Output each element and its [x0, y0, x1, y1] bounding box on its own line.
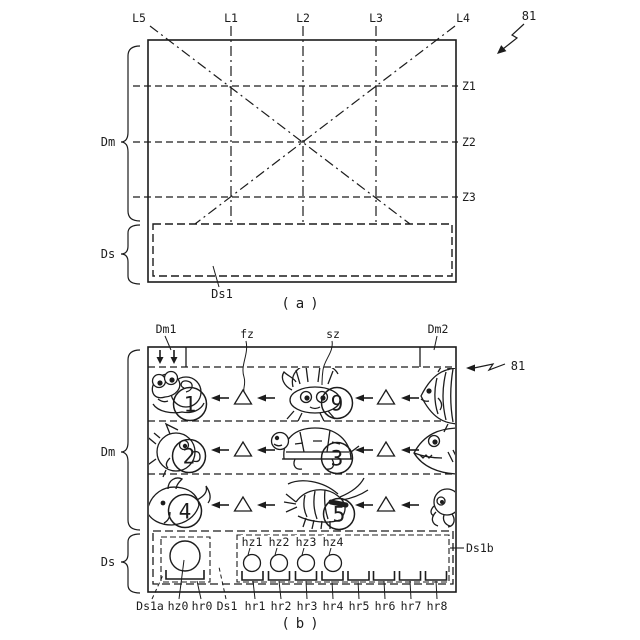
label-l3: L3	[369, 11, 383, 25]
shark-icon	[414, 424, 460, 474]
dm1-leader	[165, 336, 171, 350]
label-hz2: hz2	[268, 535, 290, 549]
label-hr8: hr8	[426, 599, 448, 613]
label-hz1: hz1	[241, 535, 263, 549]
label-ds1-a: Ds1	[211, 287, 233, 301]
top-leaders	[165, 336, 437, 391]
angelfish-icon	[421, 362, 460, 424]
label-hr0: hr0	[191, 599, 213, 613]
label-hr6: hr6	[374, 599, 396, 613]
label-ds1b: Ds1b	[466, 541, 494, 555]
label-hr5: hr5	[348, 599, 370, 613]
label-dm2: Dm2	[427, 322, 449, 336]
label-ds1-b: Ds1	[216, 599, 238, 613]
diagonal-line-l5	[150, 26, 410, 224]
header-down-arrows	[157, 350, 178, 364]
sub-display-ds1-a	[153, 224, 452, 276]
caption-a: (a)	[281, 296, 325, 312]
hz-label-leaders	[248, 548, 331, 555]
figure-b	[101, 322, 525, 632]
dm-brace-b	[121, 350, 140, 530]
hz-labels	[242, 535, 344, 549]
dm-brace-a	[121, 46, 140, 221]
label-z2: Z2	[462, 135, 476, 149]
label-l4: L4	[456, 11, 470, 25]
number-row3-mid: 5	[332, 502, 346, 527]
label-hr7: hr7	[400, 599, 422, 613]
ds-brace-b	[121, 534, 140, 593]
label-hr1: hr1	[244, 599, 266, 613]
number-row3-left: 4	[178, 499, 192, 524]
number-row2-mid: 3	[330, 446, 344, 471]
figure-a	[101, 9, 536, 312]
number-row1-mid: 9	[330, 391, 344, 416]
label-l2: L2	[296, 11, 310, 25]
label-sz: sz	[326, 327, 340, 341]
ref-81-b: 81	[510, 359, 526, 373]
label-hz3: hz3	[295, 535, 317, 549]
diagonal-line-l4	[195, 26, 455, 224]
dm2-leader	[434, 336, 437, 350]
ref-81-arrow-a	[494, 24, 524, 57]
box-ds1a	[161, 537, 210, 582]
hz0-circle	[170, 541, 200, 571]
caption-b: (b)	[281, 616, 325, 632]
label-hr2: hr2	[270, 599, 292, 613]
label-l5: L5	[132, 11, 146, 25]
bottom-labels	[136, 599, 447, 613]
label-hr3: hr3	[296, 599, 318, 613]
number-row2-left: 2	[182, 444, 196, 469]
label-dm-a: Dm	[100, 135, 116, 149]
ref-81-arrow-b	[466, 364, 505, 372]
octopus-icon	[431, 489, 462, 527]
hr-brackets	[242, 571, 447, 580]
label-l1: L1	[224, 11, 238, 25]
label-ds1a: Ds1a	[136, 599, 164, 613]
display-outline-a	[148, 40, 456, 282]
fz-leader	[243, 341, 247, 391]
ds-brace-a	[121, 225, 140, 284]
label-dm-b: Dm	[100, 445, 116, 459]
label-fz: fz	[240, 327, 254, 341]
label-ds-b: Ds	[100, 555, 116, 569]
ref-81-a: 81	[521, 9, 537, 23]
label-z3: Z3	[462, 190, 476, 204]
turtle-icon	[272, 428, 360, 469]
zone-lines	[133, 86, 458, 197]
label-dm1: Dm1	[155, 322, 177, 336]
label-hz4: hz4	[322, 535, 344, 549]
label-z1: Z1	[462, 79, 476, 93]
label-hz0: hz0	[167, 599, 189, 613]
label-ds-a: Ds	[100, 247, 116, 261]
arrowhead	[494, 45, 506, 57]
hz-circles	[244, 555, 342, 572]
reel-lines	[150, 26, 455, 224]
number-row1-left: 1	[183, 392, 197, 417]
label-hr4: hr4	[322, 599, 344, 613]
